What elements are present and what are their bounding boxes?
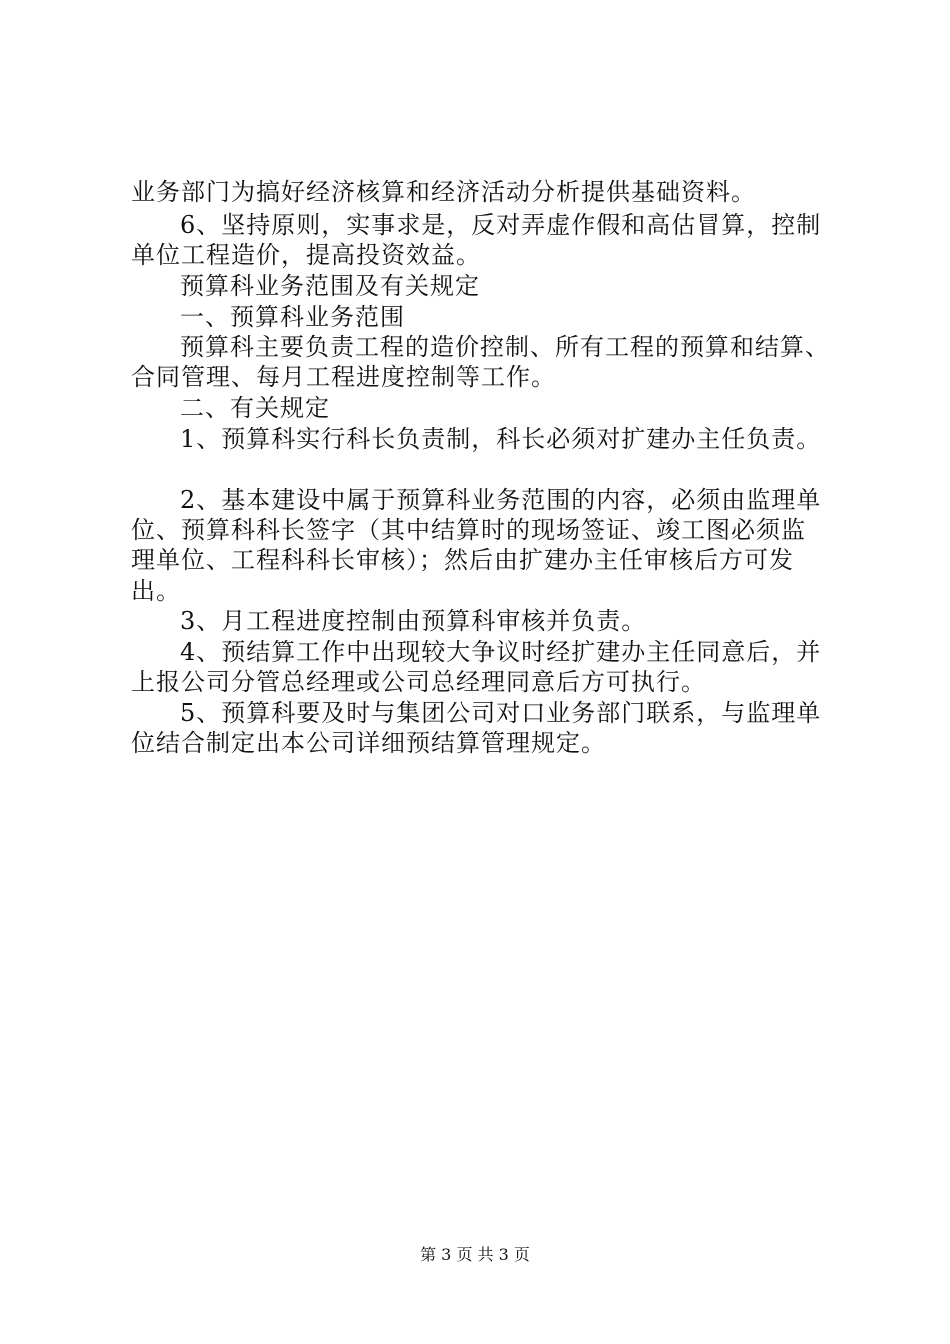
body-line-3: 单位工程造价，提高投资效益。 [131, 241, 481, 269]
body-line-13: 出。 [131, 577, 181, 605]
body-line-12: 理单位、工程科科长审核）；然后由扩建办主任审核后方可发 [131, 546, 794, 574]
body-line-9: 1、预算科实行科长负责制，科长必须对扩建办主任负责。 [180, 425, 822, 453]
body-line-18: 位结合制定出本公司详细预结算管理规定。 [131, 729, 606, 757]
body-line-2: 6、坚持原则，实事求是，反对弄虚作假和高估冒算，控制 [180, 211, 822, 239]
section-title: 预算科业务范围及有关规定 [180, 272, 480, 300]
body-line-11: 位、预算科科长签字（其中结算时的现场签证、竣工图必须监 [131, 516, 806, 544]
body-line-14: 3、月工程进度控制由预算科审核并负责。 [180, 607, 647, 635]
page-number-footer: 第 3 页 共 3 页 [420, 1245, 530, 1264]
heading-1: 一、预算科业务范围 [180, 303, 405, 331]
body-line-7: 合同管理、每月工程进度控制等工作。 [131, 363, 556, 391]
body-line-17: 5、预算科要及时与集团公司对口业务部门联系，与监理单 [180, 699, 822, 727]
body-line-6: 预算科主要负责工程的造价控制、所有工程的预算和结算、 [180, 333, 830, 361]
heading-2: 二、有关规定 [180, 394, 330, 422]
body-line-15: 4、预结算工作中出现较大争议时经扩建办主任同意后，并 [180, 638, 822, 666]
body-line-16: 上报公司分管总经理或公司总经理同意后方可执行。 [131, 668, 706, 696]
body-line-1: 业务部门为搞好经济核算和经济活动分析提供基础资料。 [131, 178, 756, 206]
body-line-10: 2、基本建设中属于预算科业务范围的内容，必须由监理单 [180, 486, 822, 514]
